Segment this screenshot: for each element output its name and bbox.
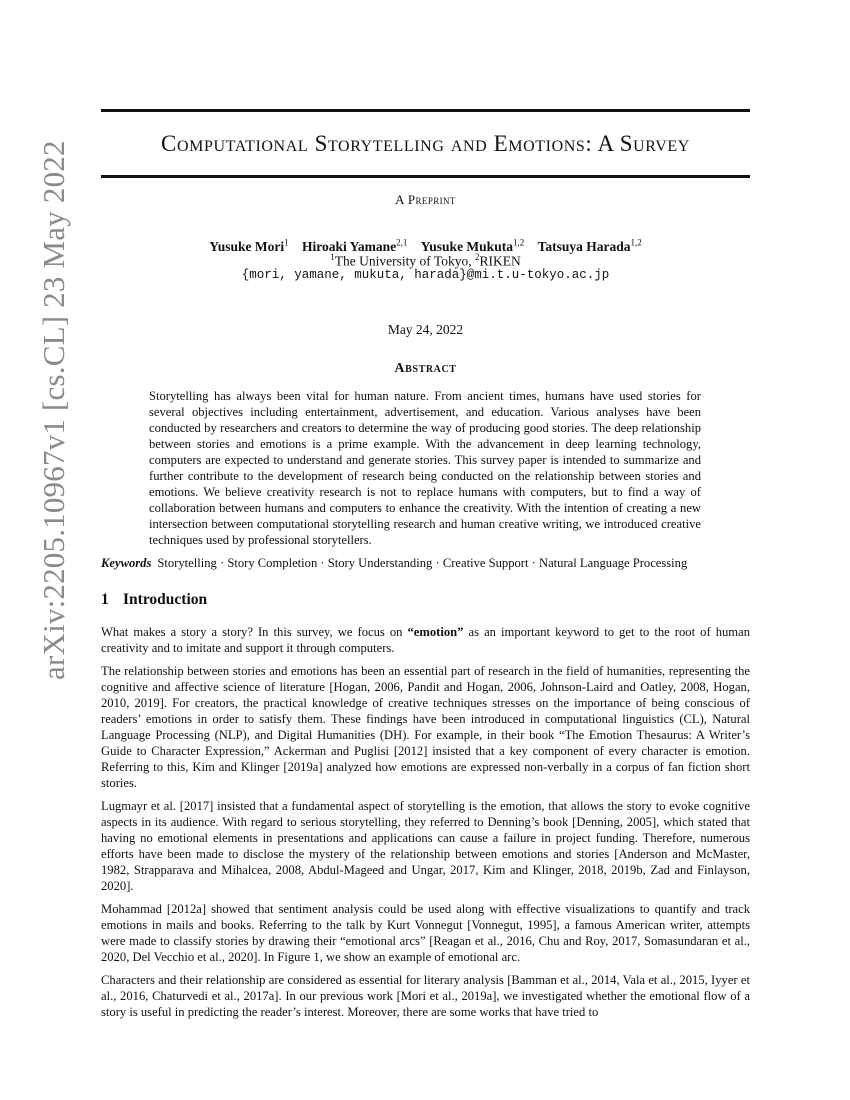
publication-date: May 24, 2022 bbox=[387, 322, 464, 337]
arxiv-identifier[interactable]: arXiv:2205.10967v1 [cs.CL] 23 May 2022 bbox=[36, 140, 71, 680]
author-affiliation-mark: 2,1 bbox=[396, 237, 408, 247]
author-name: Hiroaki Yamane bbox=[302, 238, 397, 254]
author-name: Yusuke Mukuta bbox=[420, 238, 513, 254]
affiliation-riken: RIKEN bbox=[479, 253, 521, 269]
introduction-body bbox=[101, 624, 750, 1027]
author-affiliation-mark: 1 bbox=[284, 237, 289, 247]
author-name: Yusuke Mori bbox=[209, 238, 285, 254]
section-number: 1 bbox=[101, 591, 109, 608]
author-name: Tatsuya Harada bbox=[537, 238, 631, 254]
paragraph: The relationship between stories and emotions has been an essential part of research in the field of humanities, representing the cognitive and affective science of literature [Hogan, 2006, Pandit and Hogan, 2006, Johnson-Laird and Oatley, 2008, Hogan, 2010, 2019]. For creators, the practical knowledge of creative techniques stresses on the importance of being conscious of readers’ emotions in order to satisfy them. These findings have been introduced in computational linguistics (CL), Natural Language Processing (NLP), and Digital Humanities (DH). For example, in their book “The Emotion Thesaurus: A Writer’s Guide to Character Expression,” Ackerman and Puglisi [2012] insisted that a key component of every character is emotion. Referring to this, Kim and Klinger [2019a] analyzed how emotions are expressed non-verbally in a corpus of fan fiction short stories. bbox=[101, 664, 750, 790]
author-affiliation-mark: 1,2 bbox=[630, 237, 642, 247]
paragraph bbox=[101, 624, 750, 656]
title-rule-top bbox=[101, 109, 750, 112]
paper-title: Computational Storytelling and Emotions: A Survey bbox=[161, 131, 690, 156]
paragraph: Mohammad [2012a] showed that sentiment analysis could be used along with effective visualizations to quantify and track emotions in mails and books. Referring to the talk by Kurt Vonnegut [Vonnegut, 1995], a famous American writer, attempts were made to classify stories by drawing their “emotional arcs” [Reagan et al., 2016, Chu and Roy, 2017, Somasundaran et al., 2020, Del Vecchio et al., 2020]. In Figure 1, we show an example of emotional arc. bbox=[101, 902, 750, 964]
emphasis-emotion: “emotion” bbox=[407, 625, 464, 639]
affiliation-mark: 2 bbox=[474, 252, 480, 262]
keywords-label: Keywords bbox=[101, 556, 152, 570]
abstract-body: Storytelling has always been vital for human nature. From ancient times, humans have used stories for several objectives including entertainment, advertisement, and education. Various analyses have been conducted by researchers and creators to determine the way of producing good stories. The deep relationship between stories and emotions is a prime example. With the advancement in deep learning technology, computers are expected to understand and generate stories. This survey paper is intended to summarize and further contribute to the development of research being conducted on the relationship between stories and emotions. We believe creativity research is not to replace humans with computers, but to find a way of collaboration between humans and computers to enhance the creativity. With the intention of creating a new intersection between computational storytelling research and human creative writing, we introduced creative techniques used by professional storytellers. bbox=[149, 389, 701, 547]
title-rule-bottom bbox=[101, 175, 750, 178]
paragraph: Lugmayr et al. [2017] insisted that a fundamental aspect of storytelling is the emotion, that allows the story to evoke cognitive aspects in its audience. With regard to serious storytelling, they referred to Denning’s book [Denning, 2005], which stated that having no emotional elements in presentations and applications can cause a failure in project funding. Therefore, numerous efforts have been made to disclose the mystery of the relationship between emotions and stories [Anderson and McMaster, 1982, Strapparava and Mihalcea, 2008, Abdul-Mageed and Ungar, 2017, Kim and Klinger, 2018, 2019b, Zad and Finlayson, 2020]. bbox=[101, 799, 750, 893]
paragraph-text: as an important keyword to get to the root of human creativity and to imitate and support it through computers. bbox=[101, 625, 750, 655]
section-title: Introduction bbox=[123, 591, 208, 608]
paragraph: Characters and their relationship are considered as essential for literary analysis [Bamman et al., 2014, Vala et al., 2015, Iyyer et al., 2016, Chaturvedi et al., 2017a]. In our previous work [Mori et al., 2019a], we investigated whether the emotional flow of a story is useful in predicting the reader’s interest. Moreover, there are some works that have tried to bbox=[101, 973, 750, 1019]
keywords-line bbox=[101, 555, 750, 571]
paragraph-text: What makes a story a story? In this survey, we focus on bbox=[101, 625, 408, 639]
author-affiliation-mark: 1,2 bbox=[512, 237, 525, 247]
abstract-heading: Abstract bbox=[394, 361, 457, 376]
author-emails: {mori, yamane, mukuta, harada}@mi.t.u-tokyo.ac.jp bbox=[241, 268, 610, 282]
preprint-label: A Preprint bbox=[395, 192, 456, 207]
affiliations bbox=[101, 252, 750, 270]
keywords-list: Storytelling · Story Completion · Story Understanding · Creative Support · Natural Language Processing bbox=[157, 556, 688, 570]
affiliation-mark: 1 bbox=[330, 252, 335, 262]
section-heading-introduction bbox=[101, 591, 207, 609]
affiliation-tokyo: The University of Tokyo, bbox=[334, 253, 475, 269]
